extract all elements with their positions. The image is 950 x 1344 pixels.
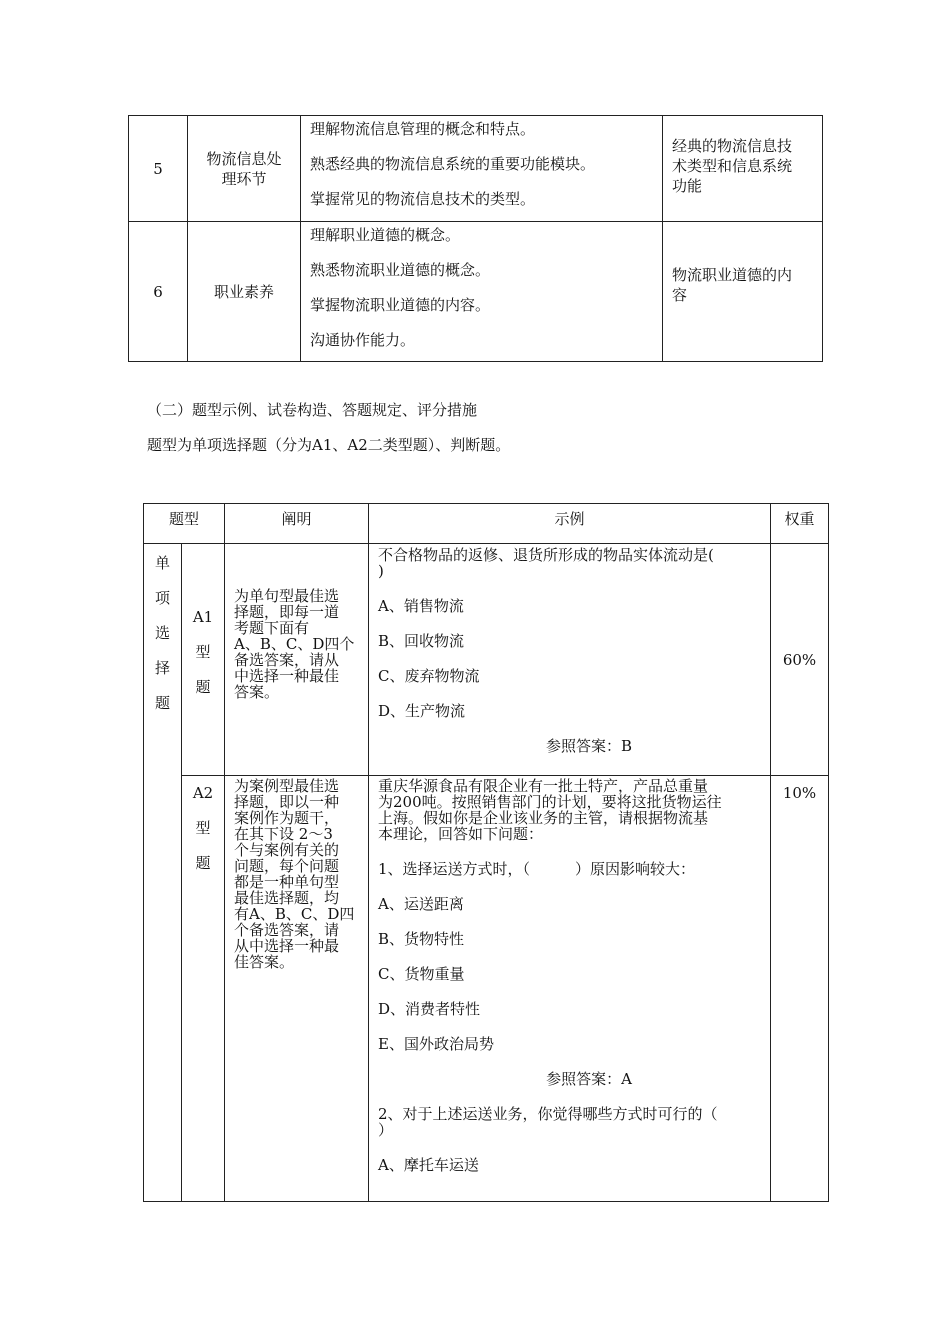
a1-description: 为单句型最佳选 择题，即每一道 考题下面有 A、B、C、D四个 备选答案，请从 中选择一种最佳 答案。	[225, 544, 369, 776]
learning-goals: 理解物流信息管理的概念和特点。 熟悉经典的物流信息系统的重要功能模块。 掌握常见的物流信息技术的类型。	[301, 116, 663, 222]
a2-option: E、国外政治局势	[378, 1035, 494, 1053]
unit-name: 物流信息处 理环节	[188, 116, 301, 222]
table-row-a1	[144, 544, 829, 776]
a2-option: D、消费者特性	[378, 1000, 481, 1018]
knowledge-table	[128, 115, 823, 362]
a1-example	[369, 544, 771, 776]
a2-question-1: 1、选择运送方式时，（ ）原因影响较大：	[378, 860, 696, 878]
a1-option: D、生产物流	[378, 702, 466, 720]
a2-option: B、货物特性	[378, 930, 465, 948]
key-points: 经典的物流信息技 术类型和信息系统 功能	[663, 116, 823, 222]
section-intro: 题型为单项选择题（分为A1、A2二类型题）、判断题。	[147, 436, 511, 454]
a1-option: A、销售物流	[378, 597, 464, 615]
a1-question-stem: 不合格物品的返修、退货所形成的物品实体流动是( )	[378, 546, 714, 580]
header-weight: 权重	[771, 504, 829, 544]
subtype-a2: A2 型 题	[182, 776, 225, 1202]
table-row	[129, 116, 823, 222]
a2-option: C、货物重量	[378, 965, 465, 983]
a2-option: A、摩托车运送	[378, 1156, 479, 1174]
a1-answer: 参照答案：B	[546, 737, 633, 755]
a2-description: 为案例型最佳选 择题，即以一种 案例作为题干， 在其下设 2～3 个与案例有关的 问题，每个问题 都是一种单句型 最佳选择题，均 有A、B、C、D四 个备选答案，请 从中选择一种最 佳答案。	[225, 776, 369, 1202]
a2-example	[369, 776, 771, 1202]
table-row-a2	[144, 776, 829, 1202]
a1-weight: 60%	[771, 544, 829, 776]
a1-option: B、回收物流	[378, 632, 465, 650]
question-type-table	[143, 503, 829, 1202]
unit-name: 职业素养	[188, 222, 301, 362]
section-heading: （二）题型示例、试卷构造、答题规定、评分措施	[147, 401, 478, 419]
category-single-choice: 单 项 选 择 题	[144, 544, 182, 1202]
table-row	[129, 222, 823, 362]
a1-option: C、废弃物物流	[378, 667, 480, 685]
row-number: 6	[129, 222, 188, 362]
a2-case-text: 重庆华源食品有限企业有一批土特产，产品总重量 为200吨。按照销售部门的计划，要将这批货物运往 上海。假如你是企业该业务的主管，请根据物流基 本理论，回答如下问题：	[378, 777, 722, 843]
a2-answer: 参照答案：A	[546, 1070, 632, 1088]
a2-weight: 10%	[771, 776, 829, 1202]
a2-question-2: 2、对于上述运送业务，你觉得哪些方式时可行的（ ）	[378, 1105, 718, 1139]
a2-option: A、运送距离	[378, 895, 464, 913]
learning-goals: 理解职业道德的概念。 熟悉物流职业道德的概念。 掌握物流职业道德的内容。 沟通协作能力。	[301, 222, 663, 362]
header-type: 题型	[144, 504, 225, 544]
row-number: 5	[129, 116, 188, 222]
key-points: 物流职业道德的内 容	[663, 222, 823, 362]
table-header-row	[144, 504, 829, 544]
header-example: 示例	[369, 504, 771, 544]
header-desc: 阐明	[225, 504, 369, 544]
subtype-a1: A1 型 题	[182, 544, 225, 776]
